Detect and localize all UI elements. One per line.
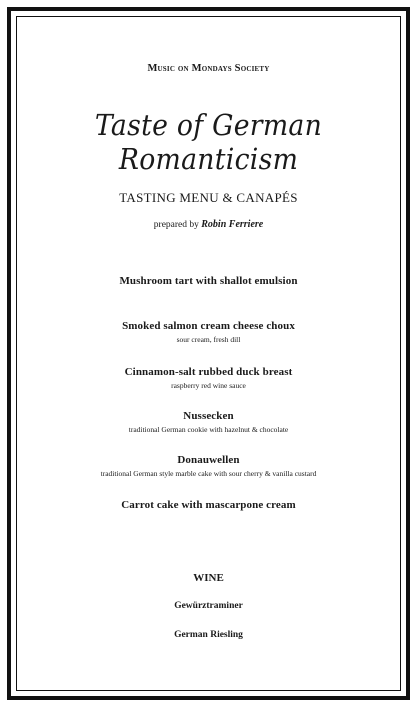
course-description: raspberry red wine sauce bbox=[171, 381, 246, 390]
wine-title: WINE bbox=[193, 572, 224, 584]
course-item bbox=[0, 320, 417, 344]
course-name: Mushroom tart with shallot emulsion bbox=[119, 275, 298, 287]
course-name: Carrot cake with mascarpone cream bbox=[121, 499, 296, 511]
menu-title: TASTING MENU & CANAPÉS bbox=[119, 190, 298, 205]
course-name: Donauwellen bbox=[177, 454, 240, 466]
course-description: traditional German cookie with hazelnut & chocolate bbox=[128, 425, 289, 434]
course-item bbox=[0, 499, 417, 511]
course-item bbox=[0, 366, 417, 390]
course-item bbox=[0, 454, 417, 478]
society-name: Music on Mondays Society bbox=[147, 63, 270, 74]
prepared-by bbox=[0, 219, 417, 230]
course-name: Cinnamon-salt rubbed duck breast bbox=[124, 366, 293, 378]
wine-item: German Riesling bbox=[174, 630, 243, 640]
course-name: Nussecken bbox=[183, 410, 234, 422]
course-description: sour cream, fresh dill bbox=[176, 335, 241, 344]
course-item bbox=[0, 275, 417, 287]
course-description: traditional German style marble cake with sour cherry & vanilla custard bbox=[100, 469, 317, 478]
event-title: Taste of German Romanticism bbox=[94, 108, 323, 176]
course-item bbox=[0, 410, 417, 434]
wine-item: Gewürztraminer bbox=[174, 601, 243, 611]
course-name: Smoked salmon cream cheese choux bbox=[122, 320, 295, 332]
chef-name: Robin Ferriere bbox=[201, 219, 264, 230]
prepared-prefix: prepared by bbox=[153, 220, 199, 230]
